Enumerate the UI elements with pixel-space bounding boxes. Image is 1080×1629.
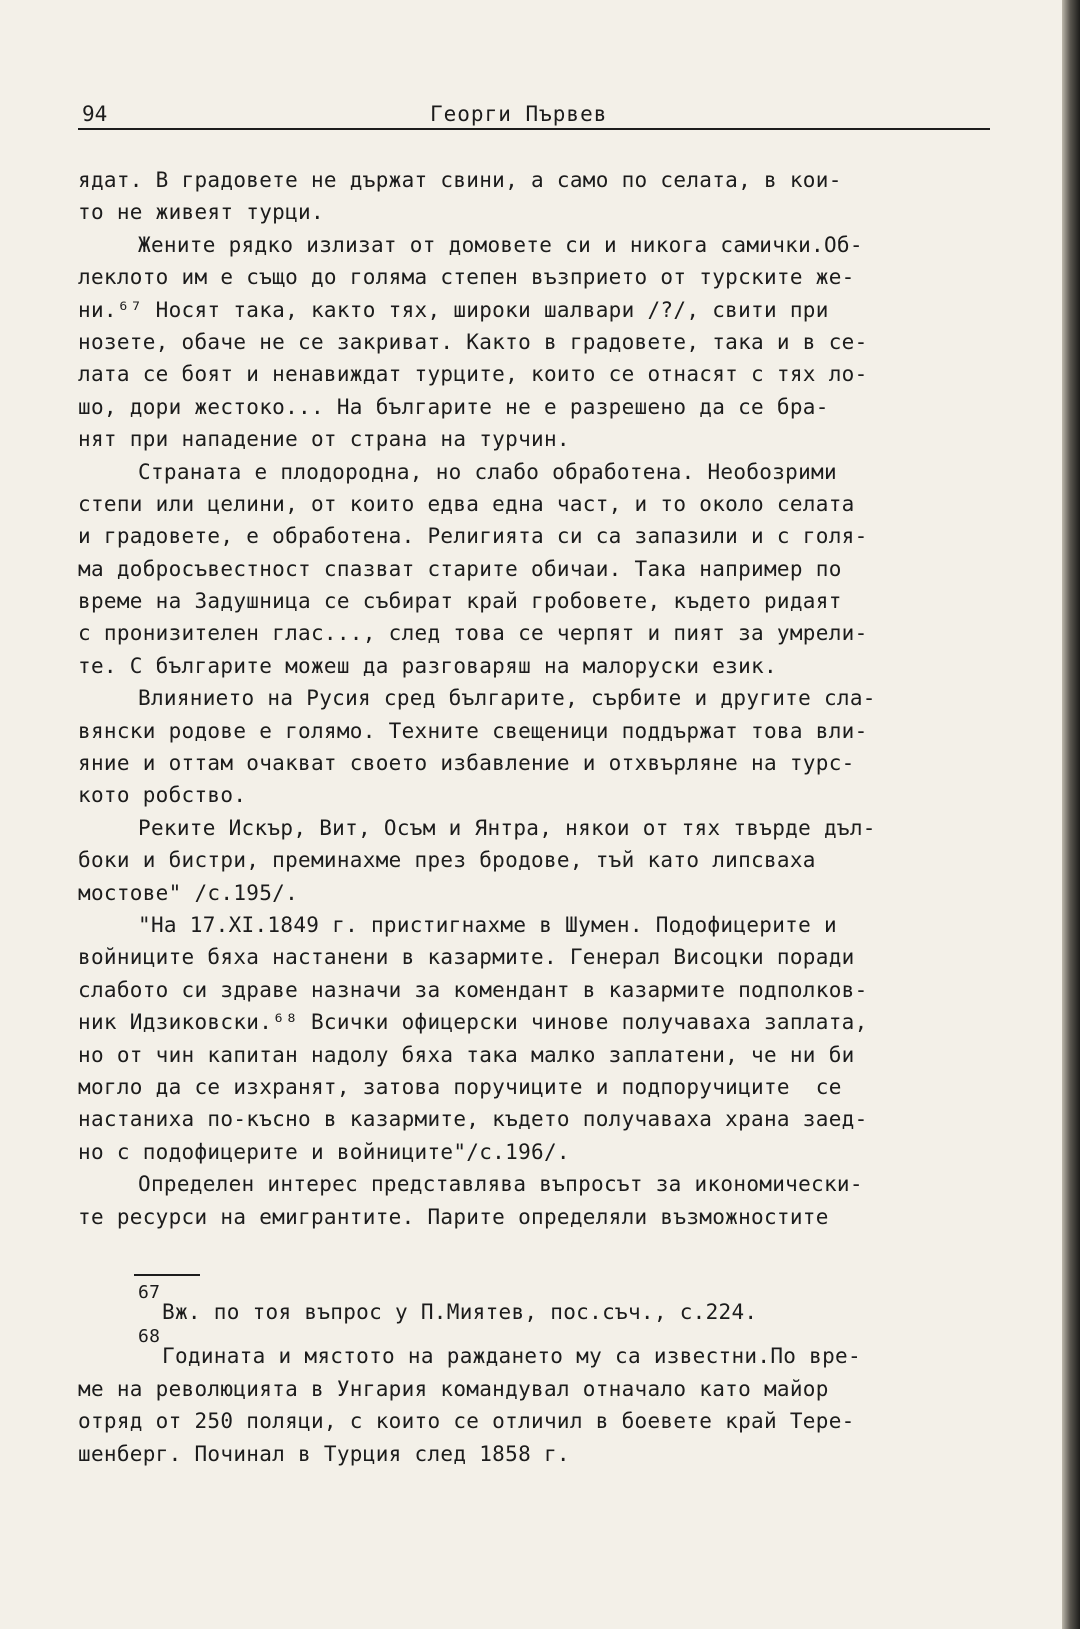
text-line: Жените рядко излизат от домовете си и никога самички.Об-	[138, 232, 863, 257]
text-line: кото робство.	[78, 783, 247, 808]
footnote-number: 68	[138, 1326, 161, 1348]
text-line: вянски родове е голямо. Техните свещеници поддържат това вли-	[78, 718, 868, 743]
page-number: 94	[82, 102, 108, 126]
main-text	[78, 164, 1008, 1233]
footnote-separator	[134, 1274, 200, 1276]
text-line: то не живеят турци.	[78, 200, 324, 225]
text-line: но с подофицерите и войниците"/с.196/.	[78, 1139, 570, 1164]
text-line: ни.⁶⁷ Носят така, както тях, широки шалвари /?/, свити при	[78, 297, 829, 322]
text-line: с пронизителен глас..., след това се черпят и пият за умрели-	[78, 621, 868, 646]
footnote-text: Вж. по тоя въпрос у П.Миятев, пос.съч., с.224.	[162, 1300, 758, 1324]
text-line: слабото си здраве назначи за комендант в казармите подполков-	[78, 977, 868, 1002]
page-header	[78, 98, 990, 130]
text-line: яние и оттам очакват своето избавление и отхвърляне на турс-	[78, 751, 855, 776]
text-line: и градовете, е обработена. Религията си са запазили и с голя-	[78, 524, 868, 549]
text-line: Реките Искър, Вит, Осъм и Янтра, някои от тях твърде дъл-	[138, 815, 876, 840]
footnote-number: 67	[138, 1282, 161, 1303]
footnote-text: отряд от 250 поляци, с които се отличил в боевете край Тере-	[78, 1409, 855, 1434]
text-line: те ресурси на емигрантите. Парите определяли възможностите	[78, 1204, 829, 1229]
text-line: Влиянието на Русия сред българите, сърбите и другите сла-	[138, 686, 876, 711]
text-line: леклото им е също до голяма степен възприето от турските же-	[78, 265, 855, 290]
running-title: Георги Първев	[430, 102, 608, 126]
footnote-line	[78, 1284, 1008, 1328]
text-line: но от чин капитан надолу бяха така малко заплатени, че ни би	[78, 1042, 855, 1067]
footnotes	[78, 1284, 1008, 1470]
text-line: нозете, обаче не се закриват. Както в градовете, така и в се-	[78, 329, 868, 354]
text-line: шо, дори жестоко... На българите не е разрешено да се бра-	[78, 394, 829, 419]
text-line: време на Задушница се събират край гробовете, където ридаят	[78, 589, 842, 614]
text-line: мостове" /с.195/.	[78, 880, 299, 905]
footnote-text: шенберг. Починал в Турция след 1858 г.	[78, 1441, 570, 1466]
footnote-text: Годината и мястото на раждането му са известни.По вре-	[162, 1344, 861, 1369]
footnote-line	[78, 1405, 1008, 1437]
text-line: боки и бистри, преминахме през бродове, тъй като липсваха	[78, 848, 816, 873]
text-line: ядат. В градовете не държат свини, а само по селата, в кои-	[78, 168, 842, 192]
book-spine-edge	[1062, 0, 1080, 1629]
text-line: Определен интерес представлява въпросът за икономически-	[138, 1172, 863, 1197]
text-line: ник Идзиковски.⁶⁸ Всички офицерски чинове получаваха заплата,	[78, 1010, 868, 1035]
footnote-line	[78, 1438, 1008, 1470]
text-line: ма добросъвестност спазват старите обичаи. Така например по	[78, 556, 842, 581]
text-line: те. С българите можеш да разговаряш на малоруски език.	[78, 653, 777, 678]
text-line: могло да се изхранят, затова поручиците и подпоручиците се	[78, 1074, 842, 1099]
text-line: лата се боят и ненавиждат турците, които се отнасят с тях ло-	[78, 362, 868, 387]
footnote-text: ме на революцията в Унгария командувал отначало като майор	[78, 1376, 829, 1401]
text-line: "На 17.XI.1849 г. пристигнахме в Шумен. Подофицерите и	[138, 912, 837, 937]
text-line: нят при нападение от страна на турчин.	[78, 427, 570, 452]
text-line: степи или целини, от които едва една част, и то около селата	[78, 491, 855, 516]
footnote-line	[78, 1328, 1008, 1372]
text-line: войниците бяха настанени в казармите. Генерал Висоцки поради	[78, 945, 855, 970]
text-line: Страната е плодородна, но слабо обработена. Необозрими	[138, 459, 837, 484]
text-line: настаниха по-късно в казармите, където получаваха храна заед-	[78, 1107, 868, 1132]
footnote-line	[78, 1373, 1008, 1405]
